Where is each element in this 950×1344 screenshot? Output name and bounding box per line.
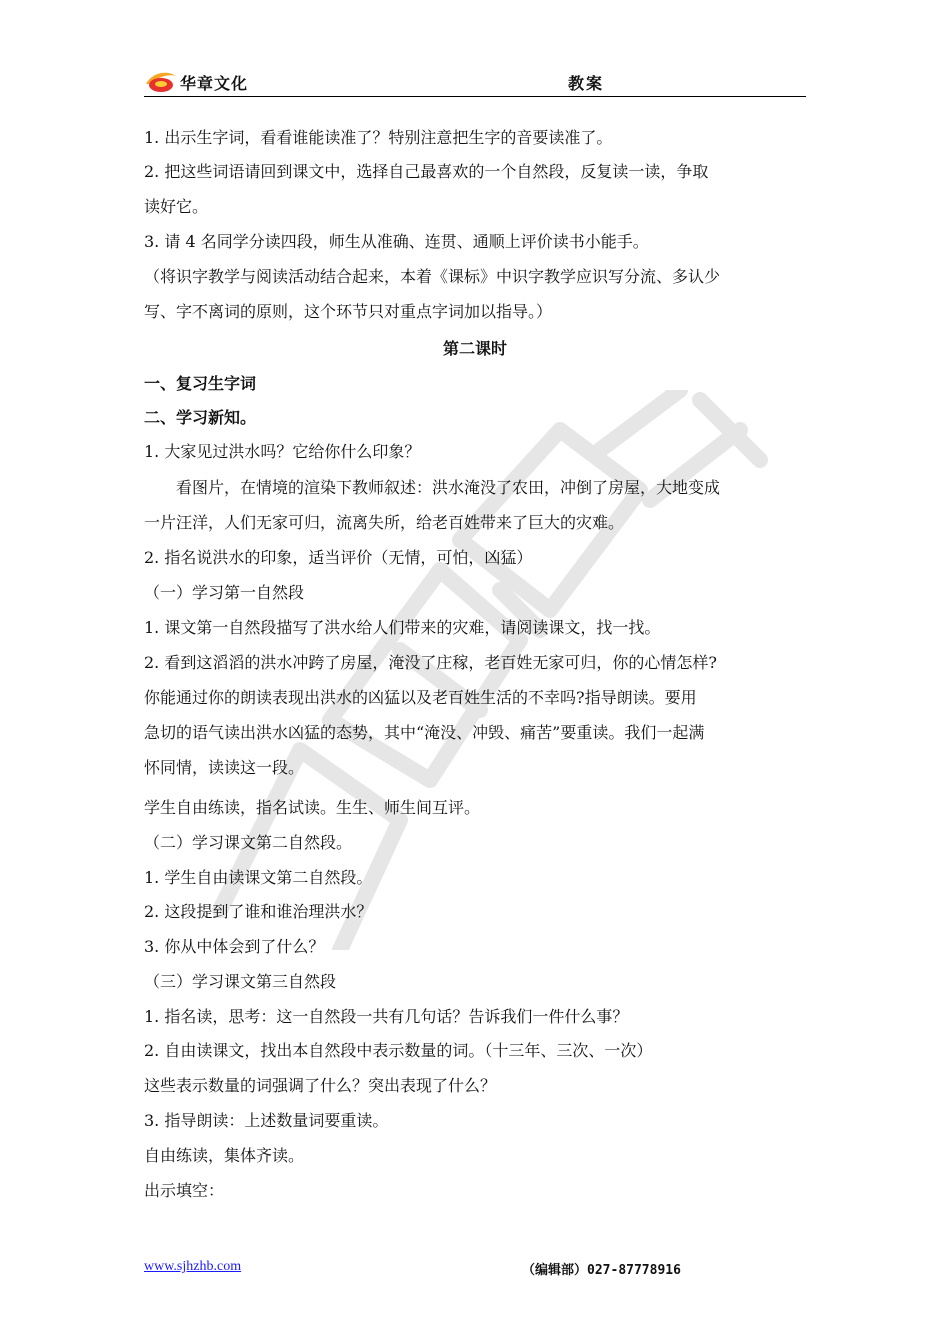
body-line: 看图片，在情境的渲染下教师叙述：洪水淹没了农田，冲倒了房屋，大地变成 — [176, 478, 721, 497]
huazhang-logo-icon — [144, 66, 178, 94]
body-line: 写、字不离词的原则，这个环节只对重点字词加以指导。） — [144, 302, 553, 321]
body-line: 1. 大家见过洪水吗？它给你什么印象？ — [144, 442, 421, 461]
body-line: 3. 你从中体会到了什么？ — [144, 937, 325, 956]
body-line: 1. 学生自由读课文第二自然段。 — [144, 868, 373, 887]
body-line: 2. 指名说洪水的印象，适当评价（无情，可怕，凶猛） — [144, 548, 533, 567]
body-line: 出示填空： — [144, 1181, 225, 1200]
body-line: （将识字教学与阅读活动结合起来，本着《课标》中识字教学应识写分流、多认少 — [144, 267, 721, 286]
heading-review: 一、复习生字词 — [144, 374, 257, 393]
body-line: 你能通过你的朗读表现出洪水的凶猛以及老百姓生活的不幸吗?指导朗读。要用 — [144, 688, 697, 707]
page-header — [144, 66, 806, 97]
footer-contact — [522, 1259, 681, 1278]
body-line: 3. 指导朗读：上述数量词要重读。 — [144, 1111, 389, 1130]
body-line: 1. 出示生字词，看看谁能读准了？特别注意把生字的音要读准了。 — [144, 128, 613, 147]
subsection-heading: （二）学习课文第二自然段。 — [144, 833, 353, 852]
body-line: 怀同情，读读这一段。 — [144, 758, 305, 777]
phone-number: 027-87778916 — [587, 1263, 681, 1278]
brand-name: 华章文化 — [180, 74, 249, 93]
heading-new-knowledge: 二、学习新知。 — [144, 408, 257, 427]
document-type: 教案 — [568, 74, 605, 93]
body-line: 3. 请 4 名同学分读四段，师生从准确、连贯、通顺上评价读书小能手。 — [144, 232, 649, 251]
body-line: 2. 看到这滔滔的洪水冲跨了房屋，淹没了庄稼，老百姓无家可归，你的心情怎样? — [144, 653, 717, 672]
body-line: 学生自由练读，指名试读。生生、师生间互评。 — [144, 798, 481, 817]
body-line: 2. 自由读课文，找出本自然段中表示数量的词。（十三年、三次、一次） — [144, 1041, 653, 1060]
body-line: 一片汪洋，人们无家可归，流离失所，给老百姓带来了巨大的灾难。 — [144, 513, 625, 532]
section-title: 第二课时 — [442, 339, 507, 358]
editorial-dept-label: （编辑部） — [522, 1263, 588, 1278]
body-line: 读好它。 — [144, 197, 209, 216]
body-line: 1. 课文第一自然段描写了洪水给人们带来的灾难，请阅读课文，找一找。 — [144, 618, 661, 637]
body-line: 自由练读，集体齐读。 — [144, 1146, 305, 1165]
body-line: 1. 指名读，思考：这一自然段一共有几句话？告诉我们一件什么事？ — [144, 1007, 629, 1026]
subsection-heading: （一）学习第一自然段 — [144, 583, 305, 602]
body-line: 2. 把这些词语请回到课文中，选择自己最喜欢的一个自然段，反复读一读，争取 — [144, 162, 709, 181]
body-line: 2. 这段提到了谁和谁治理洪水？ — [144, 902, 373, 921]
website-link[interactable]: www.sjhzhb.com — [144, 1259, 242, 1274]
subsection-heading: （三）学习课文第三自然段 — [144, 972, 337, 991]
body-line: 急切的语气读出洪水凶猛的态势，其中“淹没、冲毁、痛苦”要重读。我们一起满 — [144, 723, 705, 742]
body-line: 这些表示数量的词强调了什么？突出表现了什么？ — [144, 1076, 497, 1095]
